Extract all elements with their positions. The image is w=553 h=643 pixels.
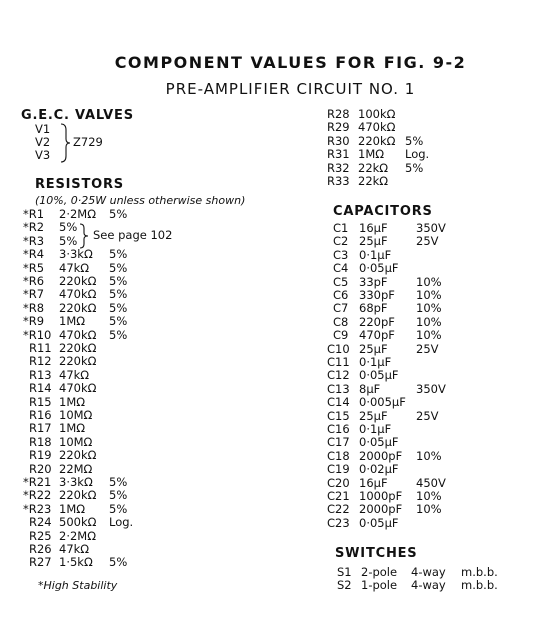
component-rating: 350V [416,381,446,396]
switch-ref: S1 [337,565,352,579]
component-value: 330pF [359,288,395,302]
component-rating: 5% [109,260,128,275]
component-rating: 5% [405,160,424,175]
component-value: 47kΩ [59,367,90,382]
component-ref: C11 [327,355,350,369]
component-value: 5% [59,233,78,248]
component-rating: 5% [109,488,128,503]
component-ref: *R6 [23,274,45,288]
component-ref: R18 [29,434,52,449]
component-value: 25μF [359,341,388,356]
high-stability-footnote: *High Stability [38,579,118,592]
component-ref: *R21 [23,475,52,489]
component-ref: C20 [327,475,350,490]
component-value: 500kΩ [59,515,97,530]
component-value: 0·1μF [359,355,392,369]
component-value: 1MΩ [59,501,86,516]
component-value: 8μF [359,381,381,396]
component-value: 220pF [359,314,395,329]
component-value: 16μF [359,475,388,490]
valve-v1: V1 [35,122,51,136]
component-value: 22kΩ [358,160,389,175]
component-ref: C16 [327,422,350,436]
see-page-note: See page 102 [93,228,173,242]
component-rating: 5% [109,475,128,489]
component-value: 220kΩ [358,133,396,148]
component-rating: 5% [109,274,128,288]
component-rating: 10% [416,301,442,316]
component-value: 68pF [359,301,388,316]
switch-type: m.b.b. [461,578,498,593]
component-ref: R15 [29,394,52,409]
component-value: 1MΩ [59,394,86,409]
component-ref: R11 [29,341,52,355]
component-rating: 5% [109,247,128,262]
capacitors-heading: CAPACITORS [333,204,433,219]
component-ref: R28 [327,107,350,121]
component-ref: R33 [327,174,350,188]
component-rating: 10% [416,489,442,503]
component-rating: 10% [416,274,442,289]
component-value: 10MΩ [59,408,93,422]
component-ref: C18 [327,448,350,463]
component-ref: R16 [29,408,52,422]
component-ref: C7 [333,301,349,316]
component-ref: R12 [29,354,52,369]
component-rating: 5% [405,133,424,148]
component-value: 470pF [359,328,395,343]
component-value: 0·005μF [359,395,406,410]
component-ref: C5 [333,274,349,289]
component-value: 0·05μF [359,435,399,450]
component-value: 1MΩ [59,314,86,329]
component-value: 1·5kΩ [59,555,93,570]
r2-r3-brace-icon [78,222,92,250]
component-value: 470kΩ [59,381,97,396]
component-rating: 350V [416,221,446,235]
component-value: 220kΩ [59,274,97,288]
component-value: 470kΩ [59,287,97,302]
switch-type: m.b.b. [461,565,498,579]
switch-way: 4-way [411,565,446,579]
component-ref: R30 [327,133,350,148]
component-ref: R29 [327,120,350,135]
switches-heading: SWITCHES [335,546,418,561]
component-value: 2000pF [359,502,403,517]
component-value: 2·2MΩ [59,528,96,543]
resistors-note: (10%, 0·25W unless otherwise shown) [35,194,246,207]
component-value: 220kΩ [59,300,97,315]
component-ref: *R8 [23,300,45,315]
component-value: 22MΩ [59,461,93,476]
component-rating: 10% [416,448,442,463]
component-value: 100kΩ [358,107,396,121]
component-ref: R26 [29,542,52,556]
component-value: 25μF [359,234,388,249]
component-rating: 10% [416,314,442,329]
valve-v3: V3 [35,148,51,162]
component-value: 220kΩ [59,488,97,503]
component-ref: R13 [29,367,52,382]
component-value: 220kΩ [59,341,97,355]
component-value: 1MΩ [358,147,385,162]
component-ref: C9 [333,328,349,343]
valve-v2: V2 [35,135,51,149]
component-value: 16μF [359,221,388,235]
component-ref: C21 [327,489,350,503]
component-value: 22kΩ [358,174,389,188]
component-rating: 5% [109,287,128,302]
component-rating: 5% [109,501,128,516]
component-rating: 5% [109,300,128,315]
page-title: COMPONENT VALUES FOR FIG. 9-2 [114,53,467,72]
component-rating: 10% [416,502,442,517]
switch-way: 4-way [411,578,446,593]
component-ref: *R10 [23,327,52,342]
component-value: 0·02μF [359,462,399,477]
component-ref: C4 [333,261,349,276]
component-value: 0·05μF [359,515,399,530]
component-ref: *R1 [23,207,45,221]
page-subtitle: PRE-AMPLIFIER CIRCUIT NO. 1 [165,80,416,98]
component-ref: *R3 [23,233,45,248]
component-ref: R17 [29,421,52,436]
component-ref: C23 [327,515,350,530]
component-ref: R31 [327,147,350,162]
component-ref: *R4 [23,247,45,262]
valves-brace-icon [59,122,73,164]
component-ref: R24 [29,515,52,530]
component-rating: Log. [109,515,134,530]
switch-pole: 1-pole [361,578,398,593]
component-value: 5% [59,220,78,235]
component-ref: C19 [327,462,350,477]
component-rating: Log. [405,147,430,162]
component-rating: 5% [109,555,128,570]
component-value: 220kΩ [59,354,97,369]
component-ref: R32 [327,160,350,175]
component-value: 1MΩ [59,421,86,436]
component-ref: C6 [333,288,349,302]
component-ref: *R7 [23,287,45,302]
component-ref: C10 [327,341,350,356]
component-ref: C1 [333,221,349,235]
component-value: 10MΩ [59,434,93,449]
component-ref: C15 [327,408,350,423]
component-rating: 5% [109,327,128,342]
component-rating: 10% [416,288,442,302]
component-ref: C12 [327,368,350,383]
component-value: 3·3kΩ [59,247,93,262]
component-ref: C22 [327,502,350,517]
valve-type: Z729 [73,135,103,149]
component-ref: *R23 [23,501,52,516]
component-value: 1000pF [359,489,403,503]
component-rating: 25V [416,408,439,423]
component-ref: R14 [29,381,52,396]
component-value: 0·1μF [359,247,392,262]
resistors-heading: RESISTORS [35,177,124,192]
component-ref: C14 [327,395,350,410]
component-value: 0·05μF [359,368,399,383]
component-value: 0·05μF [359,261,399,276]
component-ref: C3 [333,247,349,262]
valves-heading: G.E.C. VALVES [21,108,134,123]
component-ref: *R2 [23,220,45,235]
component-value: 0·1μF [359,422,392,436]
component-ref: C17 [327,435,350,450]
component-ref: C13 [327,381,350,396]
component-ref: R19 [29,448,52,463]
component-rating: 450V [416,475,446,490]
component-ref: C2 [333,234,349,249]
component-rating: 25V [416,341,439,356]
component-ref: R25 [29,528,52,543]
component-value: 47kΩ [59,542,90,556]
switch-pole: 2-pole [361,565,398,579]
component-ref: *R22 [23,488,52,503]
component-ref: *R9 [23,314,45,329]
component-value: 470kΩ [358,120,396,135]
component-ref: R27 [29,555,52,570]
component-value: 2000pF [359,448,403,463]
component-rating: 10% [416,328,442,343]
component-value: 470kΩ [59,327,97,342]
component-ref: R20 [29,461,52,476]
component-rating: 5% [109,207,128,221]
component-rating: 25V [416,234,439,249]
component-value: 25μF [359,408,388,423]
component-ref: *R5 [23,260,45,275]
component-ref: C8 [333,314,349,329]
component-value: 2·2MΩ [59,207,96,221]
component-rating: 5% [109,314,128,329]
component-value: 220kΩ [59,448,97,463]
component-value: 33pF [359,274,388,289]
component-value: 3·3kΩ [59,475,93,489]
switch-ref: S2 [337,578,352,593]
component-value: 47kΩ [59,260,90,275]
